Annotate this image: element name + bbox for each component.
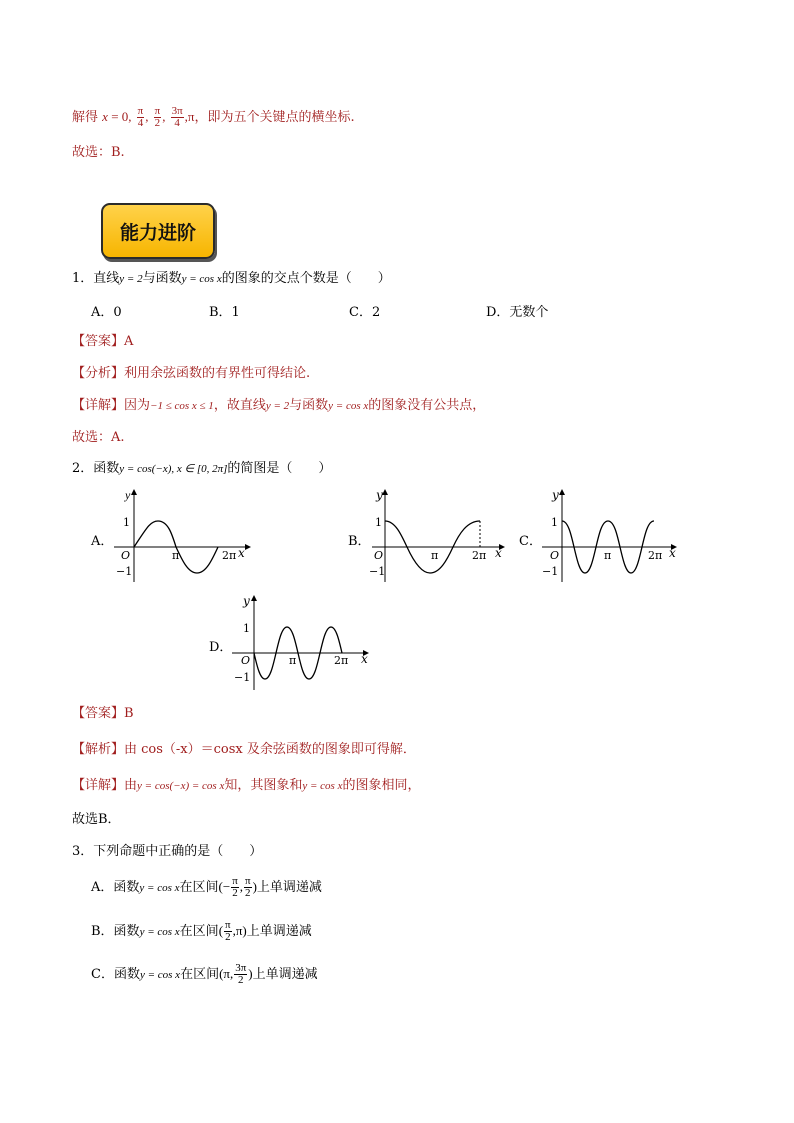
solve-suffix: ，即为五个关键点的横坐标. — [194, 110, 355, 125]
frac-num: 3π — [235, 962, 247, 974]
tick-2pi: 2π — [222, 549, 237, 562]
solve-prefix: 解得 — [72, 110, 99, 125]
q2-stem-b: 的简图是（ ） — [227, 461, 332, 476]
frac-num: π — [245, 875, 251, 887]
q1-detail-b: ，故直线 — [213, 398, 266, 413]
q2-answer: 【答案】B — [72, 706, 134, 721]
frac-den: 2 — [225, 931, 231, 943]
q1-choice: 故选：A. — [72, 430, 125, 445]
q3-c-mid: 在区间 — [180, 967, 220, 982]
y-label: y — [376, 488, 383, 502]
choice-line: 故选：B. — [72, 145, 125, 160]
q3-option-c[interactable] — [91, 963, 318, 986]
tick-pi: π — [289, 654, 297, 667]
frac-den: 2 — [238, 974, 244, 986]
graph-d[interactable] — [228, 592, 378, 694]
y-label: y — [125, 488, 131, 502]
q3-b-mid: 在区间 — [179, 924, 219, 939]
q2-stem — [72, 459, 331, 479]
tick-2pi: 2π — [334, 654, 349, 667]
y-label: y — [243, 594, 250, 608]
q3-c-pre: C．函数 — [91, 967, 140, 982]
q2-option-b-label[interactable]: B． — [348, 534, 371, 549]
q3-a-left: (− — [218, 879, 231, 894]
q2-analysis: 【解析】由 cos（-x）＝cosx 及余弦函数的图象即可得解． — [72, 742, 416, 757]
tick-neg1: −1 — [116, 565, 133, 578]
q1-detail-a: 【详解】因为 — [72, 398, 151, 413]
q3-b-right: ,π) — [232, 923, 247, 938]
q3-c-right: ) — [248, 966, 253, 981]
graph-b[interactable] — [368, 486, 513, 586]
q1-detail-d: 的图象没有公共点， — [368, 398, 486, 413]
x-label: x — [495, 546, 502, 560]
tick-1: 1 — [123, 516, 130, 529]
pi-end: ,π — [184, 109, 195, 124]
q3-b-pre: B．函数 — [91, 924, 140, 939]
frac-num: π — [137, 105, 144, 117]
q1-y-eq-2: y = 2 — [119, 273, 143, 285]
frac-3pi-2 — [234, 963, 247, 986]
q1-option-d[interactable]: D．无数个 — [486, 305, 549, 320]
q3-b-left: ( — [218, 923, 224, 938]
q1-answer: 【答案】A — [72, 334, 134, 349]
q2-option-c-label[interactable]: C． — [519, 534, 542, 549]
q2-detail-c: 的图象相同， — [342, 778, 421, 793]
q1-stem-a: 1．直线 — [72, 271, 120, 286]
origin: O — [374, 549, 384, 562]
frac-pi-2 — [154, 106, 162, 129]
q3-option-b[interactable] — [91, 920, 312, 943]
tick-pi: π — [604, 549, 612, 562]
q2-stem-func: y = cos(−x), x ∈ [0, 2π] — [119, 463, 228, 475]
tick-pi: π — [172, 549, 180, 562]
x-label: x — [238, 546, 245, 560]
frac-pi-2 — [231, 876, 239, 899]
q2-choice: 故选B． — [72, 812, 121, 827]
tick-neg1: −1 — [234, 671, 251, 684]
q1-stem-b: 与函数 — [142, 271, 182, 286]
sep: , — [162, 109, 166, 124]
origin: O — [241, 654, 251, 667]
frac-den: 4 — [137, 117, 144, 129]
q3-option-a[interactable] — [91, 876, 322, 899]
q2-option-a-label[interactable]: A． — [91, 534, 114, 549]
solution-line — [72, 106, 355, 129]
x-label: x — [669, 546, 676, 560]
origin: O — [550, 549, 560, 562]
y-label: y — [552, 488, 559, 502]
frac-den: 2 — [232, 887, 238, 899]
section-badge: 能力进阶 — [101, 203, 215, 259]
q3-a-ycos: y = cos x — [139, 882, 180, 894]
q3-a-suffix: 上单调递减 — [256, 880, 322, 895]
frac-den: 2 — [245, 887, 251, 899]
frac-num: π — [232, 875, 238, 887]
tick-1: 1 — [551, 516, 558, 529]
q3-a-pre: A．函数 — [91, 880, 140, 895]
q3-c-left: (π, — [219, 966, 234, 981]
q1-detail-ineq: −1 ≤ cos x ≤ 1 — [150, 400, 214, 412]
q1-option-c[interactable]: C．2 — [349, 305, 381, 320]
frac-den: 2 — [154, 117, 161, 129]
q2-stem-a: 2．函数 — [72, 461, 120, 476]
sep: , — [145, 109, 149, 124]
q3-a-sep: , — [239, 879, 243, 894]
tick-1: 1 — [375, 516, 382, 529]
q1-detail-ycos: y = cos x — [328, 400, 369, 412]
frac-den: 4 — [174, 117, 180, 129]
tick-neg1: −1 — [369, 565, 386, 578]
q1-stem — [72, 269, 391, 289]
q1-detail-c: 与函数 — [289, 398, 329, 413]
q1-detail — [72, 396, 485, 416]
tick-pi: π — [431, 549, 439, 562]
frac-num: 3π — [171, 105, 183, 117]
q1-analysis: 【分析】利用余弦函数的有界性可得结论. — [72, 366, 311, 381]
q2-detail-eq: y = cos(−x) = cos x — [137, 780, 225, 792]
tick-2pi: 2π — [648, 549, 663, 562]
frac-pi-2 — [244, 876, 252, 899]
q1-option-a[interactable]: A．0 — [91, 305, 122, 320]
x-label: x — [361, 652, 368, 666]
q3-b-suffix: 上单调递减 — [246, 924, 312, 939]
frac-num: π — [225, 919, 231, 931]
graph-a[interactable] — [110, 486, 260, 586]
q1-stem-c: 的图象的交点个数是（ ） — [221, 271, 391, 286]
q3-c-suffix: 上单调递减 — [252, 967, 318, 982]
q2-option-d-label[interactable]: D． — [209, 640, 233, 655]
origin: O — [121, 549, 131, 562]
q2-detail-ycos: y = cos x — [302, 780, 343, 792]
q1-option-b[interactable]: B．1 — [209, 305, 240, 320]
x-variable: x — [102, 109, 108, 124]
tick-2pi: 2π — [472, 549, 487, 562]
frac-3pi-4 — [171, 106, 184, 129]
graph-c[interactable] — [538, 486, 683, 586]
frac-pi-2 — [224, 920, 232, 943]
frac-num: π — [154, 105, 161, 117]
q3-a-mid: 在区间 — [179, 880, 219, 895]
tick-neg1: −1 — [542, 565, 559, 578]
frac-pi-4 — [137, 106, 145, 129]
tick-1: 1 — [243, 622, 250, 635]
q3-stem: 3．下列命题中正确的是（ ） — [72, 844, 263, 859]
q3-a-right: ) — [252, 879, 257, 894]
q1-y-cos: y = cos x — [181, 273, 222, 285]
eq-zero: = 0, — [107, 109, 132, 124]
q3-c-ycos: y = cos x — [139, 969, 181, 981]
q1-detail-y2: y = 2 — [265, 400, 290, 412]
q2-detail-a: 【详解】由 — [72, 778, 138, 793]
q3-b-ycos: y = cos x — [139, 926, 180, 938]
q2-detail — [72, 776, 420, 796]
q2-detail-b: 知，其图象和 — [224, 778, 303, 793]
